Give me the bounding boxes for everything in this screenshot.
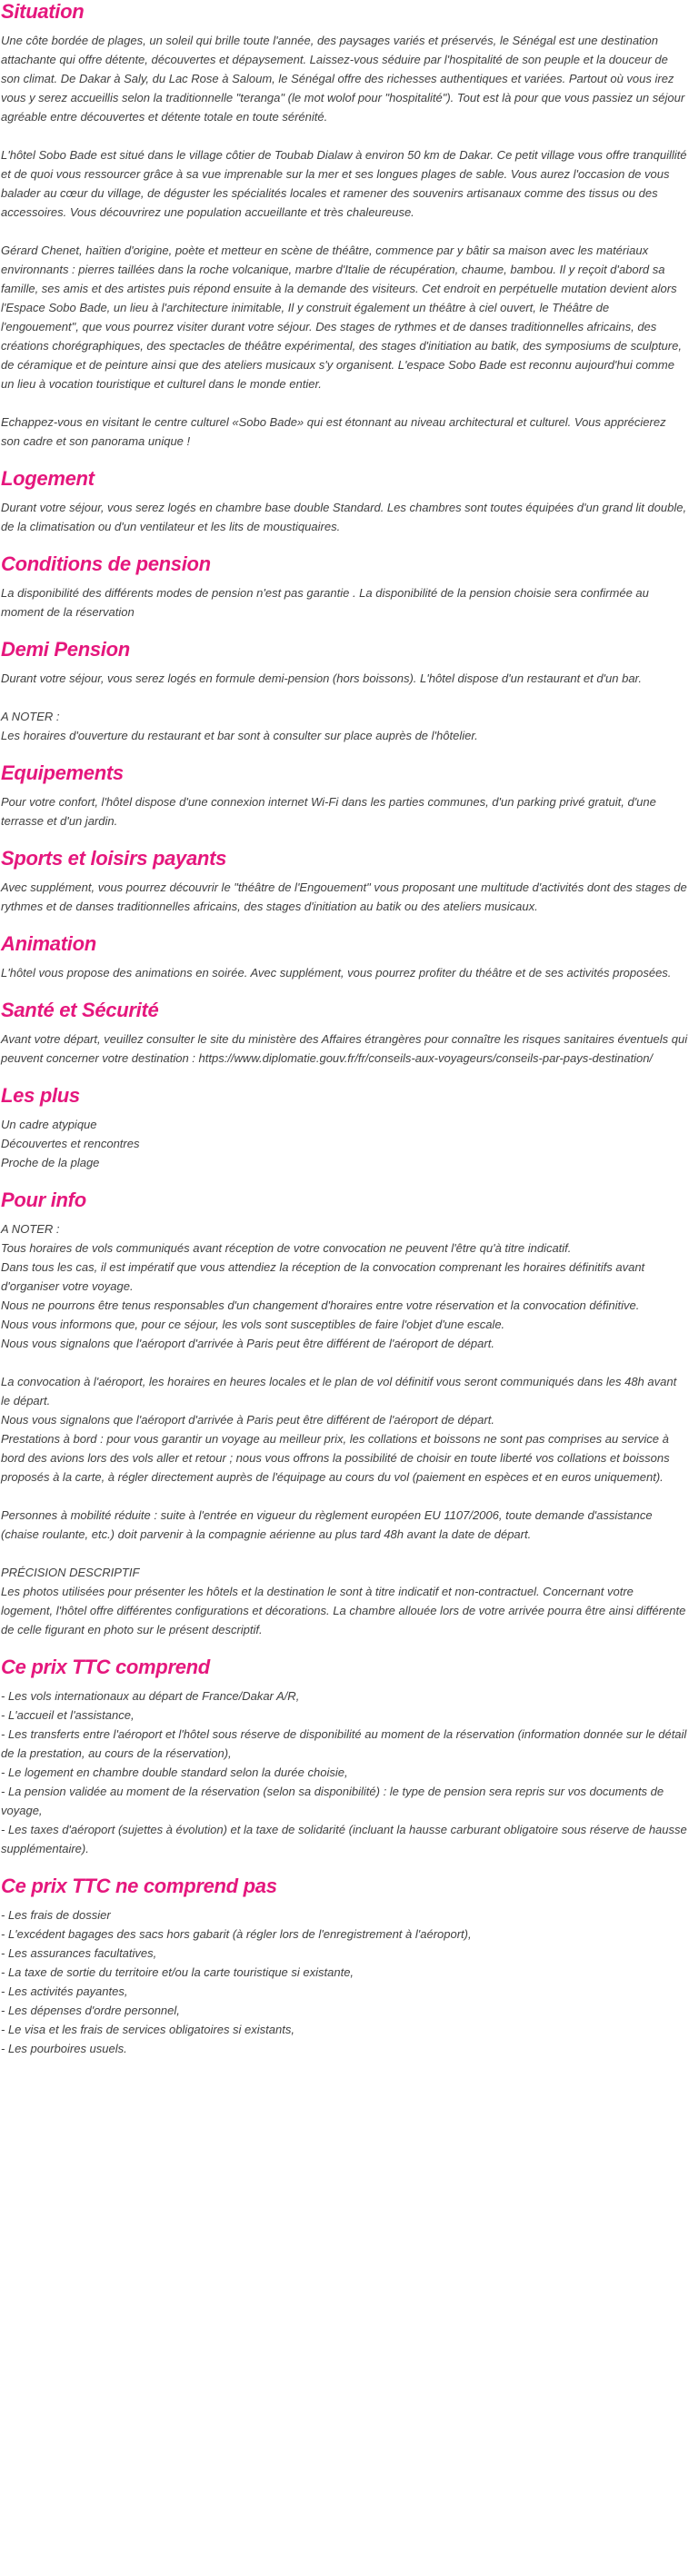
paragraph: Pour votre confort, l'hôtel dispose d'une connexion internet Wi-Fi dans les parties communes, d'un parking privé gratuit, d'une terrasse et d'un jardin.	[1, 795, 656, 828]
section-body-sante	[1, 1029, 688, 1068]
section-body-les-plus	[1, 1115, 688, 1172]
paragraph: Une côte bordée de plages, un soleil qui brille toute l'année, des paysages variés et préservés, le Sénégal est une destination attachante qui offre détente, découvertes et dépaysement. Laissez-vous séduire par l'hospitalité de son peuple et la douceur de son climat. De Dakar à Saly, du Lac Rose à Saloum, le Sénégal offre des richesses authentiques et variées. Partout où vous irez vous y serez accueillis selon la traditionnelle "teranga" (le mot wolof pour "hospitalité"). Tout est là pour que vous passiez un séjour agréable entre découvertes et détente totale en toute sérénité.	[1, 34, 685, 124]
paragraph: Personnes à mobilité réduite : suite à l'entrée en vigueur du règlement européen EU 1107/2006, toute demande d'assistance (chaise roulante, etc.) doit parvenir à la compagnie aérienne au plus tard 48h avant la date de départ.	[1, 1508, 653, 1541]
section-title-les-plus: Les plus	[1, 1084, 80, 1107]
paragraph	[1, 1115, 688, 1172]
text-line: - Les dépenses d'ordre personnel,	[1, 2004, 180, 2017]
text-line: - Les assurances facultatives,	[1, 1946, 157, 1960]
section-prix-ne-comprend	[1, 1875, 688, 2058]
text-line: - Les frais de dossier	[1, 1908, 111, 1922]
section-demi-pension	[1, 638, 688, 745]
paragraph: Gérard Chenet, haïtien d'origine, poète et metteur en scène de théâtre, commence par y bâtir sa maison avec les matériaux environnants : pierres taillées dans la roche volcanique, marbre d'Italie de récupération, chaume, bambou. Il y reçoit d'abord sa famille, ses amis et des artistes puis répond ensuite à la demande des visiteurs. Cet endroit en perpétuelle mutation devient alors l'Espace Sobo Bade, un lieu à l'architecture inimitable, Il y construit également un théâtre à ciel ouvert, le Théâtre de l'engouement", que vous pourrez visiter durant votre séjour. Des stages de rythmes et de danses traditionnelles africains, des créations chorégraphiques, des spectacles de théâtre expérimental, des stages d'initiation au batik, des symposiums de sculpture, de céramique et de peinture ainsi que des ateliers musicaux s'y organisent. L'espace Sobo Bade est reconnu aujourd'hui comme un lieu à vocation touristique et culturel dans le monde entier.	[1, 244, 682, 391]
text-line: - L'excédent bagages des sacs hors gabarit (à régler lors de l'enregistrement à l'aéroport),	[1, 1927, 472, 1941]
section-body-animation	[1, 963, 688, 982]
section-body-prix-comprend	[1, 1686, 688, 1858]
section-body-demi-pension	[1, 669, 688, 745]
text-line: - La taxe de sortie du territoire et/ou la carte touristique si existante,	[1, 1965, 354, 1979]
section-pour-info	[1, 1189, 688, 1639]
section-title-logement: Logement	[1, 467, 95, 490]
paragraph: L'hôtel vous propose des animations en soirée. Avec supplément, vous pourrez profiter du théâtre et de ses activités proposées.	[1, 966, 672, 980]
text-line: - Les pourboires usuels.	[1, 2042, 127, 2055]
text-line: Découvertes et rencontres	[1, 1137, 140, 1150]
paragraph	[1, 1686, 688, 1858]
text-line: Les horaires d'ouverture du restaurant et bar sont à consulter sur place auprès de l'hôtelier.	[1, 729, 478, 742]
section-title-sports: Sports et loisirs payants	[1, 847, 227, 870]
section-situation	[1, 0, 688, 451]
text-line: - Les taxes d'aéroport (sujettes à évolution) et la taxe de solidarité (incluant la hausse carburant obligatoire sous réserve de hausse supplémentaire).	[1, 1823, 687, 1855]
section-sante	[1, 999, 688, 1068]
paragraph: Durant votre séjour, vous serez logés en formule demi-pension (hors boissons). L'hôtel dispose d'un restaurant et d'un bar.	[1, 671, 643, 685]
section-body-pour-info	[1, 1219, 688, 1639]
paragraph	[1, 707, 688, 745]
text-line: La convocation à l'aéroport, les horaires en heures locales et le plan de vol définitif vous seront communiqués dans les 48h avant le départ.	[1, 1375, 677, 1407]
paragraph: L'hôtel Sobo Bade est situé dans le village côtier de Toubab Dialaw à environ 50 km de Dakar. Ce petit village vous offre tranquillité et de quoi vous ressourcer grâce à sa vue imprenable sur la mer et ses longues plages de sable. Vous aurez l'occasion de vous balader au cœur du village, de déguster les spécialités locales et ramener des souvenirs artisanaux comme des tissus ou des accessoires. Vous découvrirez une population accueillante et très chaleureuse.	[1, 148, 687, 219]
section-equipements	[1, 761, 688, 830]
paragraph: Avant votre départ, veuillez consulter le site du ministère des Affaires étrangères pour connaître les risques sanitaires éventuels qui peuvent concerner votre destination : https://www.diplomatie.gouv.fr/fr/conseils-aux-voyageurs/conseils-par-pays-destination/	[1, 1032, 688, 1065]
text-line: Les photos utilisées pour présenter les hôtels et la destination le sont à titre indicatif et non-contractuel. Concernant votre logement, l'hôtel offre différentes configurations et décorations. La chambre allouée lors de votre arrivée pourra être ainsi différente de celle figurant en photo sur le présent descriptif.	[1, 1585, 686, 1636]
section-body-sports	[1, 878, 688, 916]
text-line: A NOTER :	[1, 1222, 60, 1236]
paragraph	[1, 1563, 688, 1639]
text-line: PRÉCISION DESCRIPTIF	[1, 1566, 140, 1579]
paragraph: Echappez-vous en visitant le centre culturel «Sobo Bade» qui est étonnant au niveau architectural et culturel. Vous apprécierez son cadre et son panorama unique !	[1, 415, 666, 448]
text-line: - Les activités payantes,	[1, 1984, 128, 1998]
section-body-logement	[1, 498, 688, 536]
section-title-sante: Santé et Sécurité	[1, 999, 159, 1021]
text-line: Nous vous signalons que l'aéroport d'arrivée à Paris peut être différent de l'aéroport de départ.	[1, 1413, 494, 1427]
section-title-situation: Situation	[1, 0, 85, 23]
text-line: Tous horaires de vols communiqués avant réception de votre convocation ne peuvent l'être qu'à titre indicatif.	[1, 1241, 572, 1255]
section-prix-comprend	[1, 1656, 688, 1858]
section-title-prix-ne-comprend: Ce prix TTC ne comprend pas	[1, 1875, 277, 1897]
section-body-situation	[1, 31, 688, 451]
text-line: Un cadre atypique	[1, 1118, 97, 1131]
section-les-plus	[1, 1084, 688, 1172]
section-body-prix-ne-comprend	[1, 1905, 688, 2058]
paragraph: La disponibilité des différents modes de pension n'est pas garantie . La disponibilité de la pension choisie sera confirmée au moment de la réservation	[1, 586, 649, 619]
text-line: Nous ne pourrons être tenus responsables d'un changement d'horaires entre votre réservation et la convocation définitive.	[1, 1298, 640, 1312]
section-conditions	[1, 552, 688, 622]
section-title-demi-pension: Demi Pension	[1, 638, 130, 661]
paragraph	[1, 1219, 688, 1353]
text-line: - Le visa et les frais de services obligatoires si existants,	[1, 2023, 295, 2036]
text-line: - Les vols internationaux au départ de France/Dakar A/R,	[1, 1689, 300, 1703]
text-line: Prestations à bord : pour vous garantir un voyage au meilleur prix, les collations et boissons ne sont pas comprises au service à bord des avions lors des vols aller et retour ; nous vous offrons la possibilité de choisir en toute liberté vos collations et boissons proposés à la carte, à régler directement auprès de l'équipage au cours du vol (paiement en espèces et en euros uniquement).	[1, 1432, 670, 1484]
text-line: Dans tous les cas, il est impératif que vous attendiez la réception de la convocation comprenant les horaires définitifs avant d'organiser votre voyage.	[1, 1260, 645, 1293]
paragraph	[1, 1372, 688, 1487]
section-title-prix-comprend: Ce prix TTC comprend	[1, 1656, 210, 1678]
text-line: - Le logement en chambre double standard selon la durée choisie,	[1, 1765, 348, 1779]
text-line: Nous vous signalons que l'aéroport d'arrivée à Paris peut être différent de l'aéroport de départ.	[1, 1337, 494, 1350]
section-title-pour-info: Pour info	[1, 1189, 86, 1211]
section-sports	[1, 847, 688, 916]
text-line: Proche de la plage	[1, 1156, 100, 1169]
section-title-animation: Animation	[1, 932, 96, 955]
section-logement	[1, 467, 688, 536]
paragraph: Durant votre séjour, vous serez logés en chambre base double Standard. Les chambres sont toutes équipées d'un grand lit double, de la climatisation ou d'un ventilateur et les lits de moustiquaires.	[1, 501, 687, 533]
section-body-conditions	[1, 583, 688, 622]
text-line: - La pension validée au moment de la réservation (selon sa disponibilité) : le type de pension sera repris sur vos documents de voyage,	[1, 1785, 664, 1817]
text-line: - L'accueil et l'assistance,	[1, 1708, 135, 1722]
section-animation	[1, 932, 688, 982]
text-line: - Les transferts entre l'aéroport et l'hôtel sous réserve de disponibilité au moment de la réservation (information donnée sur le détail de la prestation, au cours de la réservation),	[1, 1727, 687, 1760]
text-line: A NOTER :	[1, 710, 60, 723]
section-title-conditions: Conditions de pension	[1, 552, 211, 575]
section-title-equipements: Equipements	[1, 761, 124, 784]
text-line: Nous vous informons que, pour ce séjour, les vols sont susceptibles de faire l'objet d'une escale.	[1, 1318, 505, 1331]
paragraph: Avec supplément, vous pourrez découvrir le "théâtre de l'Engouement" vous proposant une multitude d'activités dont des stages de rythmes et de danses traditionnelles africains, des stages d'initiation au batik ou des ateliers musicaux.	[1, 880, 687, 913]
section-body-equipements	[1, 792, 688, 830]
paragraph	[1, 1905, 688, 2058]
